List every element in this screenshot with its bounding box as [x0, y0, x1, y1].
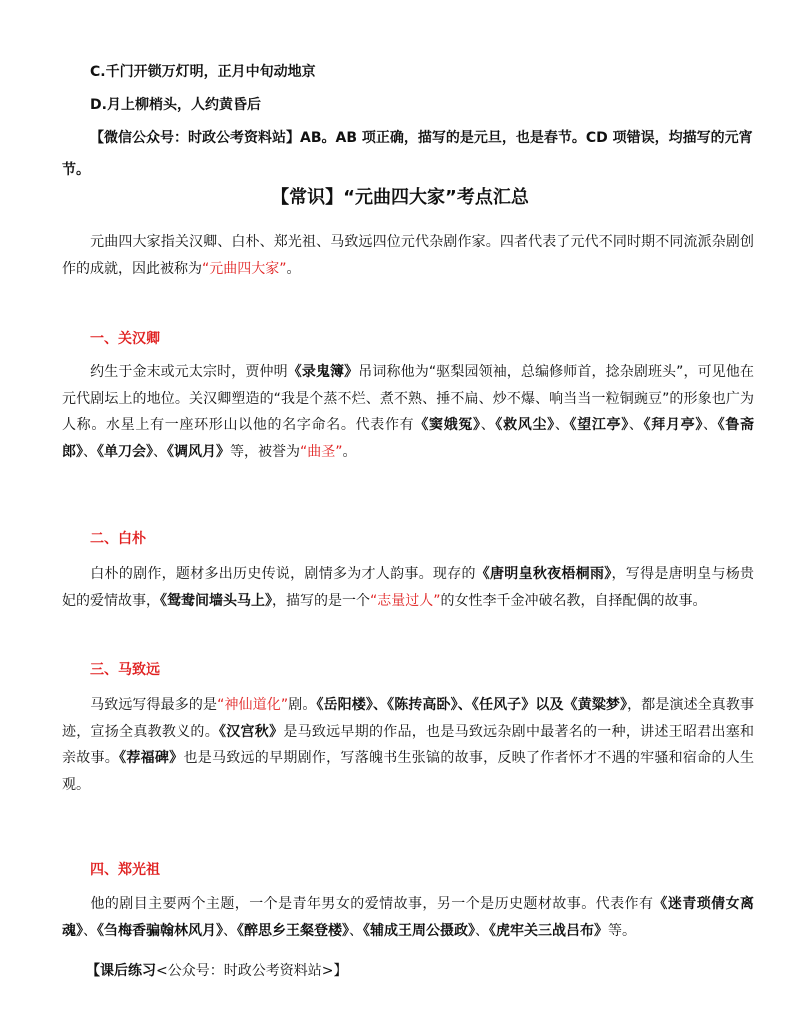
intro-highlight: “元曲四大家” — [202, 260, 287, 277]
text: 也是马致远的早期剧作，写落魄书生张镐的故事，反映了作者怀才不遇的牢骚和宿命的人生观。 — [62, 750, 755, 793]
separator: 、 — [475, 922, 489, 939]
text: 他的剧目主要两个主题，一个是青年男女的爱情故事，另一个是历史题材故事。代表作有 — [90, 896, 654, 912]
option-c: C.千门开锁万灯明，正月中旬动地京 — [90, 64, 316, 80]
work-title: 《鲁斋郎》 — [62, 417, 755, 460]
text: ，写得是唐明皇与杨贵妃的爱情故事， — [62, 566, 755, 609]
separator: 、 — [703, 417, 718, 433]
section-heading-bai: 二、白朴 — [90, 531, 146, 547]
footer-rest: <公众号：时政公考资料站>】 — [156, 963, 348, 979]
work-title: 《望江亭》 — [569, 417, 629, 433]
text: 约生于金末或元太宗时，贾仲明 — [90, 364, 288, 380]
text: ，都是演述全真教事迹，宣扬全真教教义的。 — [62, 697, 755, 740]
section-paragraph-bai — [62, 561, 754, 614]
section-paragraph-ma — [62, 692, 754, 798]
work-title: 《拜月亭》 — [643, 417, 704, 433]
work-title: 《窦娥冤》 — [414, 417, 481, 433]
section-paragraph-zheng — [62, 891, 754, 944]
text: 等。 — [608, 922, 636, 939]
text: 。 — [342, 443, 357, 460]
text: 的女性李千金冲破名教，自择配偶的故事。 — [440, 592, 707, 609]
work-title: 《刍梅香骗翰林风月》 — [97, 922, 223, 939]
work-title: 《救风尘》 — [495, 417, 555, 433]
option-d: D.月上柳梢头，人约黄昏后 — [90, 97, 261, 113]
separator: 、 — [223, 922, 237, 939]
text: ，描写的是一个 — [272, 592, 370, 609]
separator: 、 — [480, 417, 496, 433]
text: 等，被誉为 — [230, 443, 300, 460]
separator: 、 — [153, 443, 167, 460]
section-heading-guan: 一、关汉卿 — [90, 331, 160, 347]
highlight-term: “曲圣” — [300, 443, 343, 460]
intro-text: 元曲四大家指关汉卿、白朴、郑光祖、马致远四位元代杂剧作家。四者代表了元代不同时期不同流派杂剧创作的成就，因此被称为 — [62, 234, 754, 277]
text: 剧。 — [288, 697, 317, 713]
text: 白朴的剧作，题材多出历史传说，剧情多为才人韵事。现存的 — [90, 566, 476, 582]
separator: 、 — [554, 417, 570, 433]
highlight-term: “志量过人” — [370, 592, 441, 609]
text: 吊词称他为“驱梨园领袖，总编修师首，捻杂剧班头”，可见他在元代剧坛上的地位。关汉卿塑造的“我是个蒸不烂、煮不熟、捶不扁、炒不爆、响当当一粒铜豌豆”的形象也广为人称。水星上有一座环形山以他的名字命名。代表作有 — [62, 364, 755, 433]
answer-explanation-line1: 【微信公众号：时政公考资料站】AB。AB 项正确，描写的是元旦，也是春节。CD 项错误，均描写的元宵 — [90, 130, 753, 146]
intro-paragraph — [62, 229, 754, 282]
work-title: 《虎牢关三战吕布》 — [489, 922, 608, 939]
separator: 、 — [83, 922, 97, 939]
text: 是马致远早期的作品，也是马致远杂剧中最著名的一种，讲述王昭君出塞和亲故事。 — [62, 723, 755, 766]
section-heading-zheng: 四、郑光祖 — [90, 862, 160, 878]
answer-explanation-line2: 节。 — [62, 162, 90, 178]
separator: 、 — [349, 922, 363, 939]
work-title: 《唐明皇秋夜梧桐雨》 — [475, 566, 612, 582]
work-title: 《醉思乡王粲登楼》 — [237, 922, 349, 939]
work-title: 《荐福碑》 — [119, 750, 184, 766]
work-title: 《录鬼簿》 — [287, 364, 359, 380]
section-heading-ma: 三、马致远 — [90, 662, 160, 678]
separator: 、 — [628, 417, 644, 433]
section-paragraph-guan — [62, 359, 754, 465]
work-title: 《汉宫秋》 — [218, 723, 284, 740]
work-title: 《岳阳楼》、《陈抟高卧》、《任风子》以及《黄粱梦》 — [316, 697, 628, 713]
work-title: 《调风月》 — [167, 443, 230, 460]
separator: 、 — [83, 443, 97, 460]
intro-end: 。 — [286, 260, 301, 277]
highlight-term: “神仙道化” — [217, 697, 289, 713]
footer-bold: 【课后练习 — [86, 963, 156, 979]
work-title: 《迷青琐倩女离魂》 — [62, 896, 754, 939]
work-title: 《单刀会》 — [97, 443, 153, 460]
work-title: 《鸳鸯间墙头马上》 — [160, 592, 272, 609]
work-title: 《辅成王周公摄政》 — [363, 922, 475, 939]
page-title: 【常识】“元曲四大家”考点汇总 — [271, 187, 529, 208]
text: 马致远写得最多的是 — [90, 697, 218, 713]
footer-practice-note — [86, 961, 347, 981]
